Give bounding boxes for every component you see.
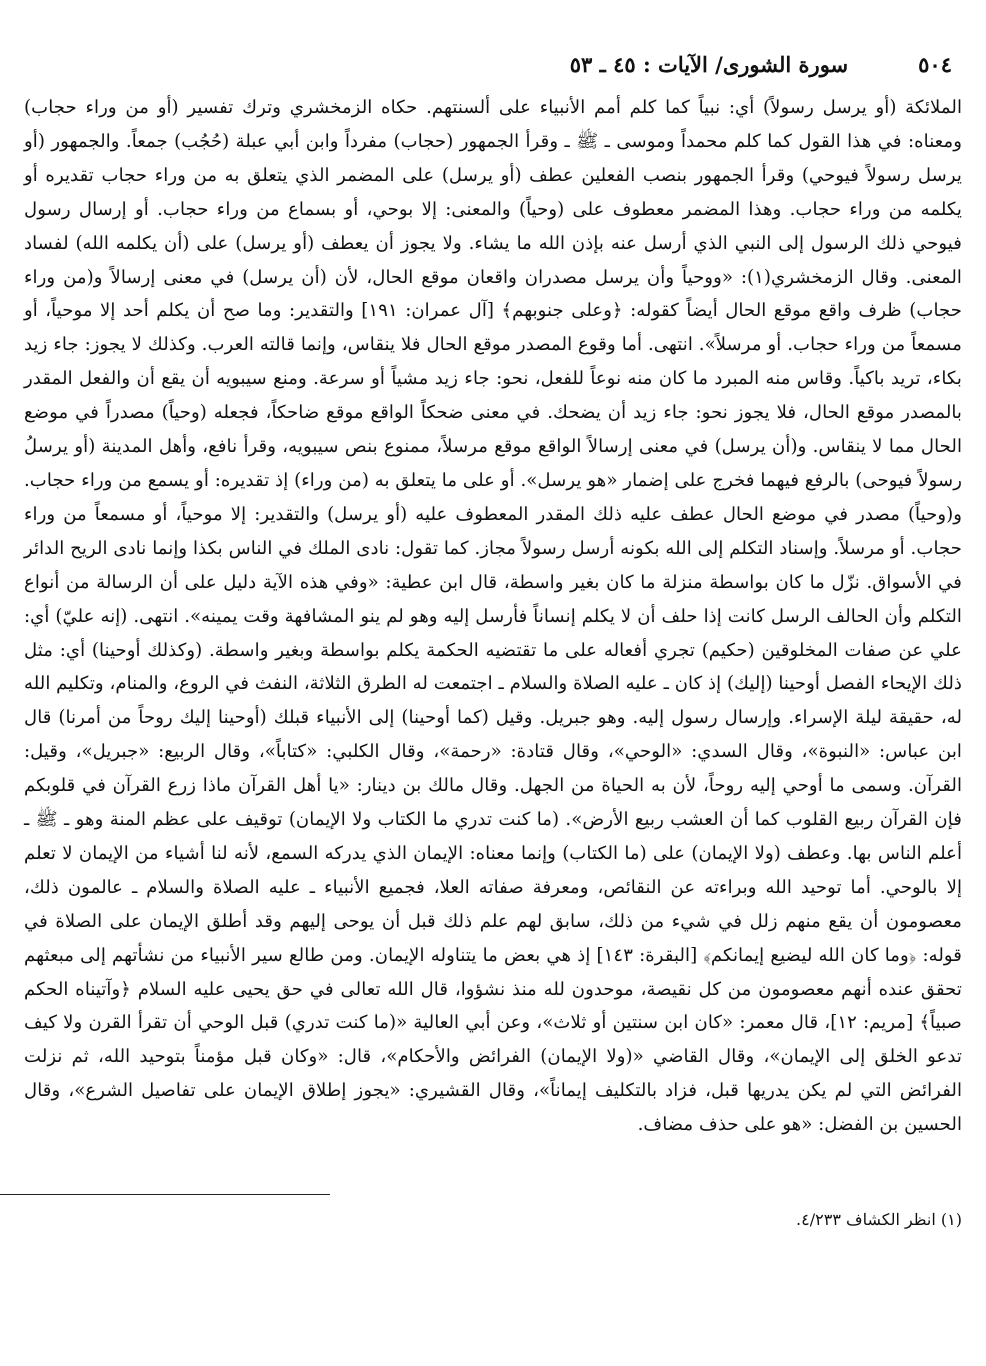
running-title: سورة الشورى/ الآيات : ٤٥ ـ ٥٣ [569,52,849,77]
footnote-divider [0,1194,330,1195]
commentary-paragraph: الملائكة (أو يرسل رسولاً) أي: نبياً كما كلم أمم الأنبياء على ألسنتهم. حكاه الزمخشري وترك تفسير (أو من وراء حجاب) ومعناه: في هذا القول كما كلم محمداً وموسى ـ ﷺ ـ وقرأ الجمهور (حجاب) مفرداً وابن أبي عبلة (حُجُب) جمعاً. والجمهور (أو يرسل رسولاً فيوحي) وقرأ الجمهور بنصب الفعلين عطف (أو يرسل) على المضمر الذي يتعلق به من وراء حجاب تقديره أو يكلمه من وراء حجاب. وهذا المضمر معطوف على (وحياً) والمعنى: إلا بوحي، أو بسماع من وراء حجاب. أو إرسال رسول فيوحي ذلك الرسول إلى النبي الذي أرسل عنه بإذن الله ما يشاء. ولا يجوز أن يعطف (أو يرسل) على (أن يكلمه الله) لفساد المعنى. وقال الزمخشري(١): «ووحياً وأن يرسل مصدران واقعان موقع الحال، لأن (أن يرسل) في معنى إرسالاً و(من وراء حجاب) ظرف واقع موقع الحال أيضاً كقوله: ﴿وعلى جنوبهم﴾ [آل عمران: ١٩١] والتقدير: وما صح أن يكلم أحد إلا موحياً، أو مسمعاً من وراء حجاب. أو مرسلاً». انتهى. أما وقوع المصدر موقع الحال فلا ينقاس، وإنما قالته العرب. وكذلك لا يجوز: جاء زيد بكاء، تريد باكياً. وقاس منه المبرد ما كان منه نوعاً للفعل، نحو: جاء زيد مشياً أو سرعة. ومنع سيبويه أن يقع أن والفعل المقدر بالمصدر موقع الحال، فلا يجوز نحو: جاء زيد أن يضحك. في معنى ضحكاً الواقع موقع ضاحكاً، فجعله (وحياً) مصدراً في موضع الحال مما لا ينقاس. و(أن يرسل) في معنى إرسالاً الواقع موقع مرسلاً، ممنوع بنص سيبويه، وقرأ نافع، وأهل المدينة (أو يرسلُ رسولاً فيوحى) بالرفع فيهما فخرج على إضمار «هو يرسل». أو على ما يتعلق به (من وراء) إذ تقديره: أو يسمع من وراء حجاب. و(وحياً) مصدر في موضع الحال عطف عليه ذلك المقدر المعطوف عليه (أو يرسل) والتقدير: إلا موحياً، أو مسمعاً من وراء حجاب. أو مرسلاً. وإسناد التكلم إلى الله بكونه أرسل رسولاً مجاز. كما تقول: نادى الملك في الناس بكذا وإنما نادى الريح الدائر في الأسواق. نزّل ما كان بواسطة منزلة ما كان بغير واسطة، قال ابن عطية: «وفي هذه الآية دليل على أن الرسالة من أنواع التكلم وأن الحالف الرسل كانت إذا حلف أن لا يكلم إنساناً فأرسل إليه وهو لم ينو المشافهة وقت يمينه». انتهى. (إنه عليّ) أي: علي عن صفات المخلوقين (حكيم) تجري أفعاله على ما تقتضيه الحكمة يكلم بواسطة وبغير واسطة. (وكذلك أوحينا) أي: مثل ذلك الإيحاء الفصل أوحينا (إليك) إذ كان ـ عليه الصلاة والسلام ـ اجتمعت له الطرق الثلاثة، النفث في الروع، والمنام، وتكليم الله له، حقيقة ليلة الإسراء. وإرسال رسول إليه. وهو جبريل. وقيل (كما أوحينا) إلى الأنبياء قبلك (أوحينا إليك روحاً من أمرنا) قال ابن عباس: «النبوة»، وقال السدي: «الوحي»، وقال قتادة: «رحمة»، وقال الكلبي: «كتاباً»، وقال الربيع: «جبريل»، وقيل: القرآن. وسمى ما أوحي إليه روحاً، لأن به الحياة من الجهل. وقال مالك بن دينار: «يا أهل القرآن ماذا زرع القرآن في قلوبكم فإن القرآن ربيع القلوب كما أن العشب ربيع الأرض». (ما كنت تدري ما الكتاب ولا الإيمان) توقيف على عظم المنة وهو ـ ﷺ ـ أعلم الناس بها. وعطف (ولا الإيمان) على (ما الكتاب) وإنما معناه: الإيمان الذي يدركه السمع، لأنه لنا أشياء من الإيمان لا تعلم إلا بالوحي. أما توحيد الله وبراءته عن النقائص، ومعرفة صفاته العلا، فجميع الأنبياء ـ عليه الصلاة والسلام ـ عالمون ذلك، معصومون أن يقع منهم زلل في شيء من ذلك، سابق لهم علم ذلك قبل أن يوحى إليهم وقد أطلق الإيمان على الصلاة في قوله: ﴿وما كان الله ليضيع إيمانكم﴾ [البقرة: ١٤٣] إذ هي بعض ما يتناوله الإيمان. ومن طالع سير الأنبياء من نشأتهم إلى مبعثهم تحقق عنده أنهم معصومون من كل نقيصة، موحدون لله منذ نشؤوا، قال الله تعالى في حق يحيى عليه السلام ﴿وآتيناه الحكم صبياً﴾ [مريم: ١٢]، قال معمر: «كان ابن سنتين أو ثلاث»، وعن أبي العالية «(ما كنت تدري) قبل الوحي أن تقرأ القرن ولا كيف تدعو الخلق إلى الإيمان»، وقال القاضي «(ولا الإيمان) الفرائض والأحكام»، قال: «وكان قبل مؤمناً بتوحيد الله، ثم نزلت الفرائض التي لم يكن يدريها قبل، فزاد بالتكليف إيماناً»، وقال القشيري: «يجوز إطلاق الإيمان على تفاصيل الشرع»، وقال الحسين بن الفضل: «هو على حذف مضاف. [24,97,962,1136]
book-page [24,52,962,1142]
footnote: (١) انظر الكشاف ٤/٢٣٣. [796,1210,962,1229]
running-header [24,52,962,91]
page-number: ٥٠٤ [918,52,952,77]
